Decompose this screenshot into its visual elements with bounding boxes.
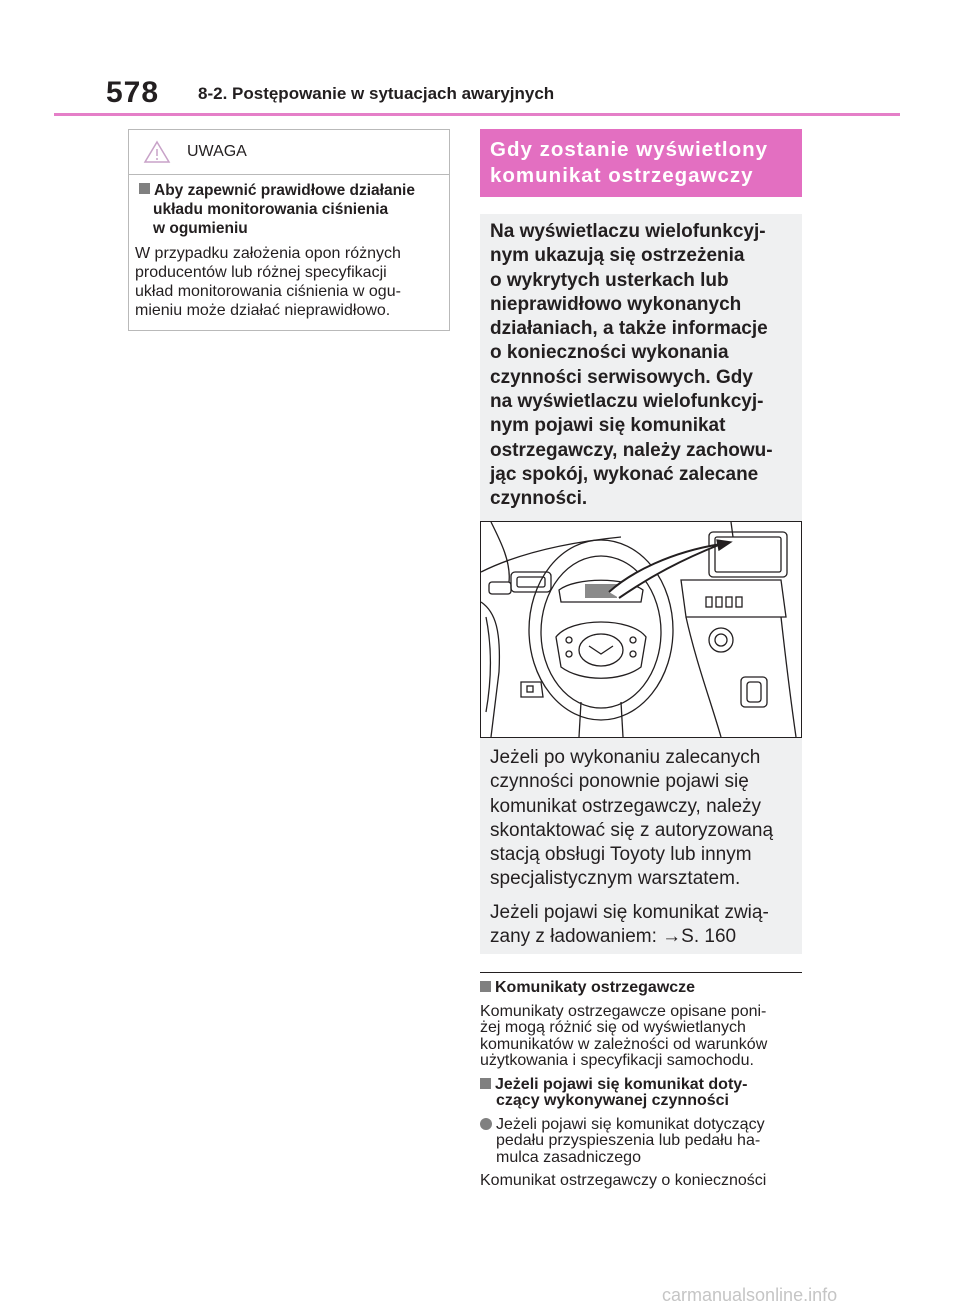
warning-divider [129,174,449,175]
warning-subheading: Aby zapewnić prawidłowe działanie układu monitorowania ciśnienia w ogumieniu [139,181,444,238]
round-bullet-icon [480,1118,492,1130]
square-bullet-icon [480,981,491,992]
warning-header [129,130,449,174]
charging-reference-paragraph: Jeżeli pojawi się komunikat zwią- zany z ładowaniem: →S. 160 [490,901,769,948]
messages-body: Komunikaty ostrzegawcze opisane poni- żej mogą różnić się od wyświetlanych komunikatów w zależności od warunków użytkowania i specyfikacji samochodu. [480,1002,768,1069]
warning-body: W przypadku założenia opon różnych producentów lub różnej specyfikacji układ monitorowania ciśnienia w ogu- mieniu może działać nieprawidłowo. [135,245,401,319]
page-number: 578 [106,76,160,109]
maintenance-text: Komunikat ostrzegawczy o konieczności [480,1172,767,1189]
follow-up-paragraph: Jeżeli po wykonaniu zalecanych czynności ponownie pojawi się komunikat ostrzegawczy, należy skontaktować się z autoryzowaną stacją obsługi Toyoty lub innym specjalistycznym warsztatem. [490,747,774,890]
info-panel [480,214,802,954]
square-bullet-icon [139,183,150,194]
pedal-bullet-item: Jeżeli pojawi się komunikat dotyczący pedału przyspieszenia lub pedału ha- mulca zasadniczego [480,1117,804,1167]
section-divider [480,972,802,973]
section-title: 8-2. Postępowanie w sytuacjach awaryjnych [198,84,555,103]
dashboard-illustration [480,521,802,738]
messages-heading: Komunikaty ostrzegawcze [480,980,804,997]
warning-messages-section [480,980,804,1190]
warning-triangle-icon [143,140,171,164]
section-banner: Gdy zostanie wyświetlony komunikat ostrzegawczy [480,129,802,197]
header-rule [54,113,900,116]
warning-label: UWAGA [187,143,247,160]
warning-box [128,129,450,331]
operation-message-heading: Jeżeli pojawi się komunikat doty- czący wykonywanej czynności [480,1077,804,1110]
follow-up-text [490,746,796,958]
intro-text: Na wyświetlaczu wielofunkcyj- nym ukazują się ostrzeżenia o wykrytych usterkach lub nieprawidłowo wykonanych działaniach, a także informacje o konieczności wykonania czynności serwisowych. Gdy na wyświetlaczu wielofunkcyj- nym pojawi się komunikat ostrzegawczy, należy zachowu- jąc spokój, wykonać zalecane czynności. [490,221,773,510]
square-bullet-icon [480,1078,491,1089]
watermark: carmanualsonline.info [662,1285,838,1305]
